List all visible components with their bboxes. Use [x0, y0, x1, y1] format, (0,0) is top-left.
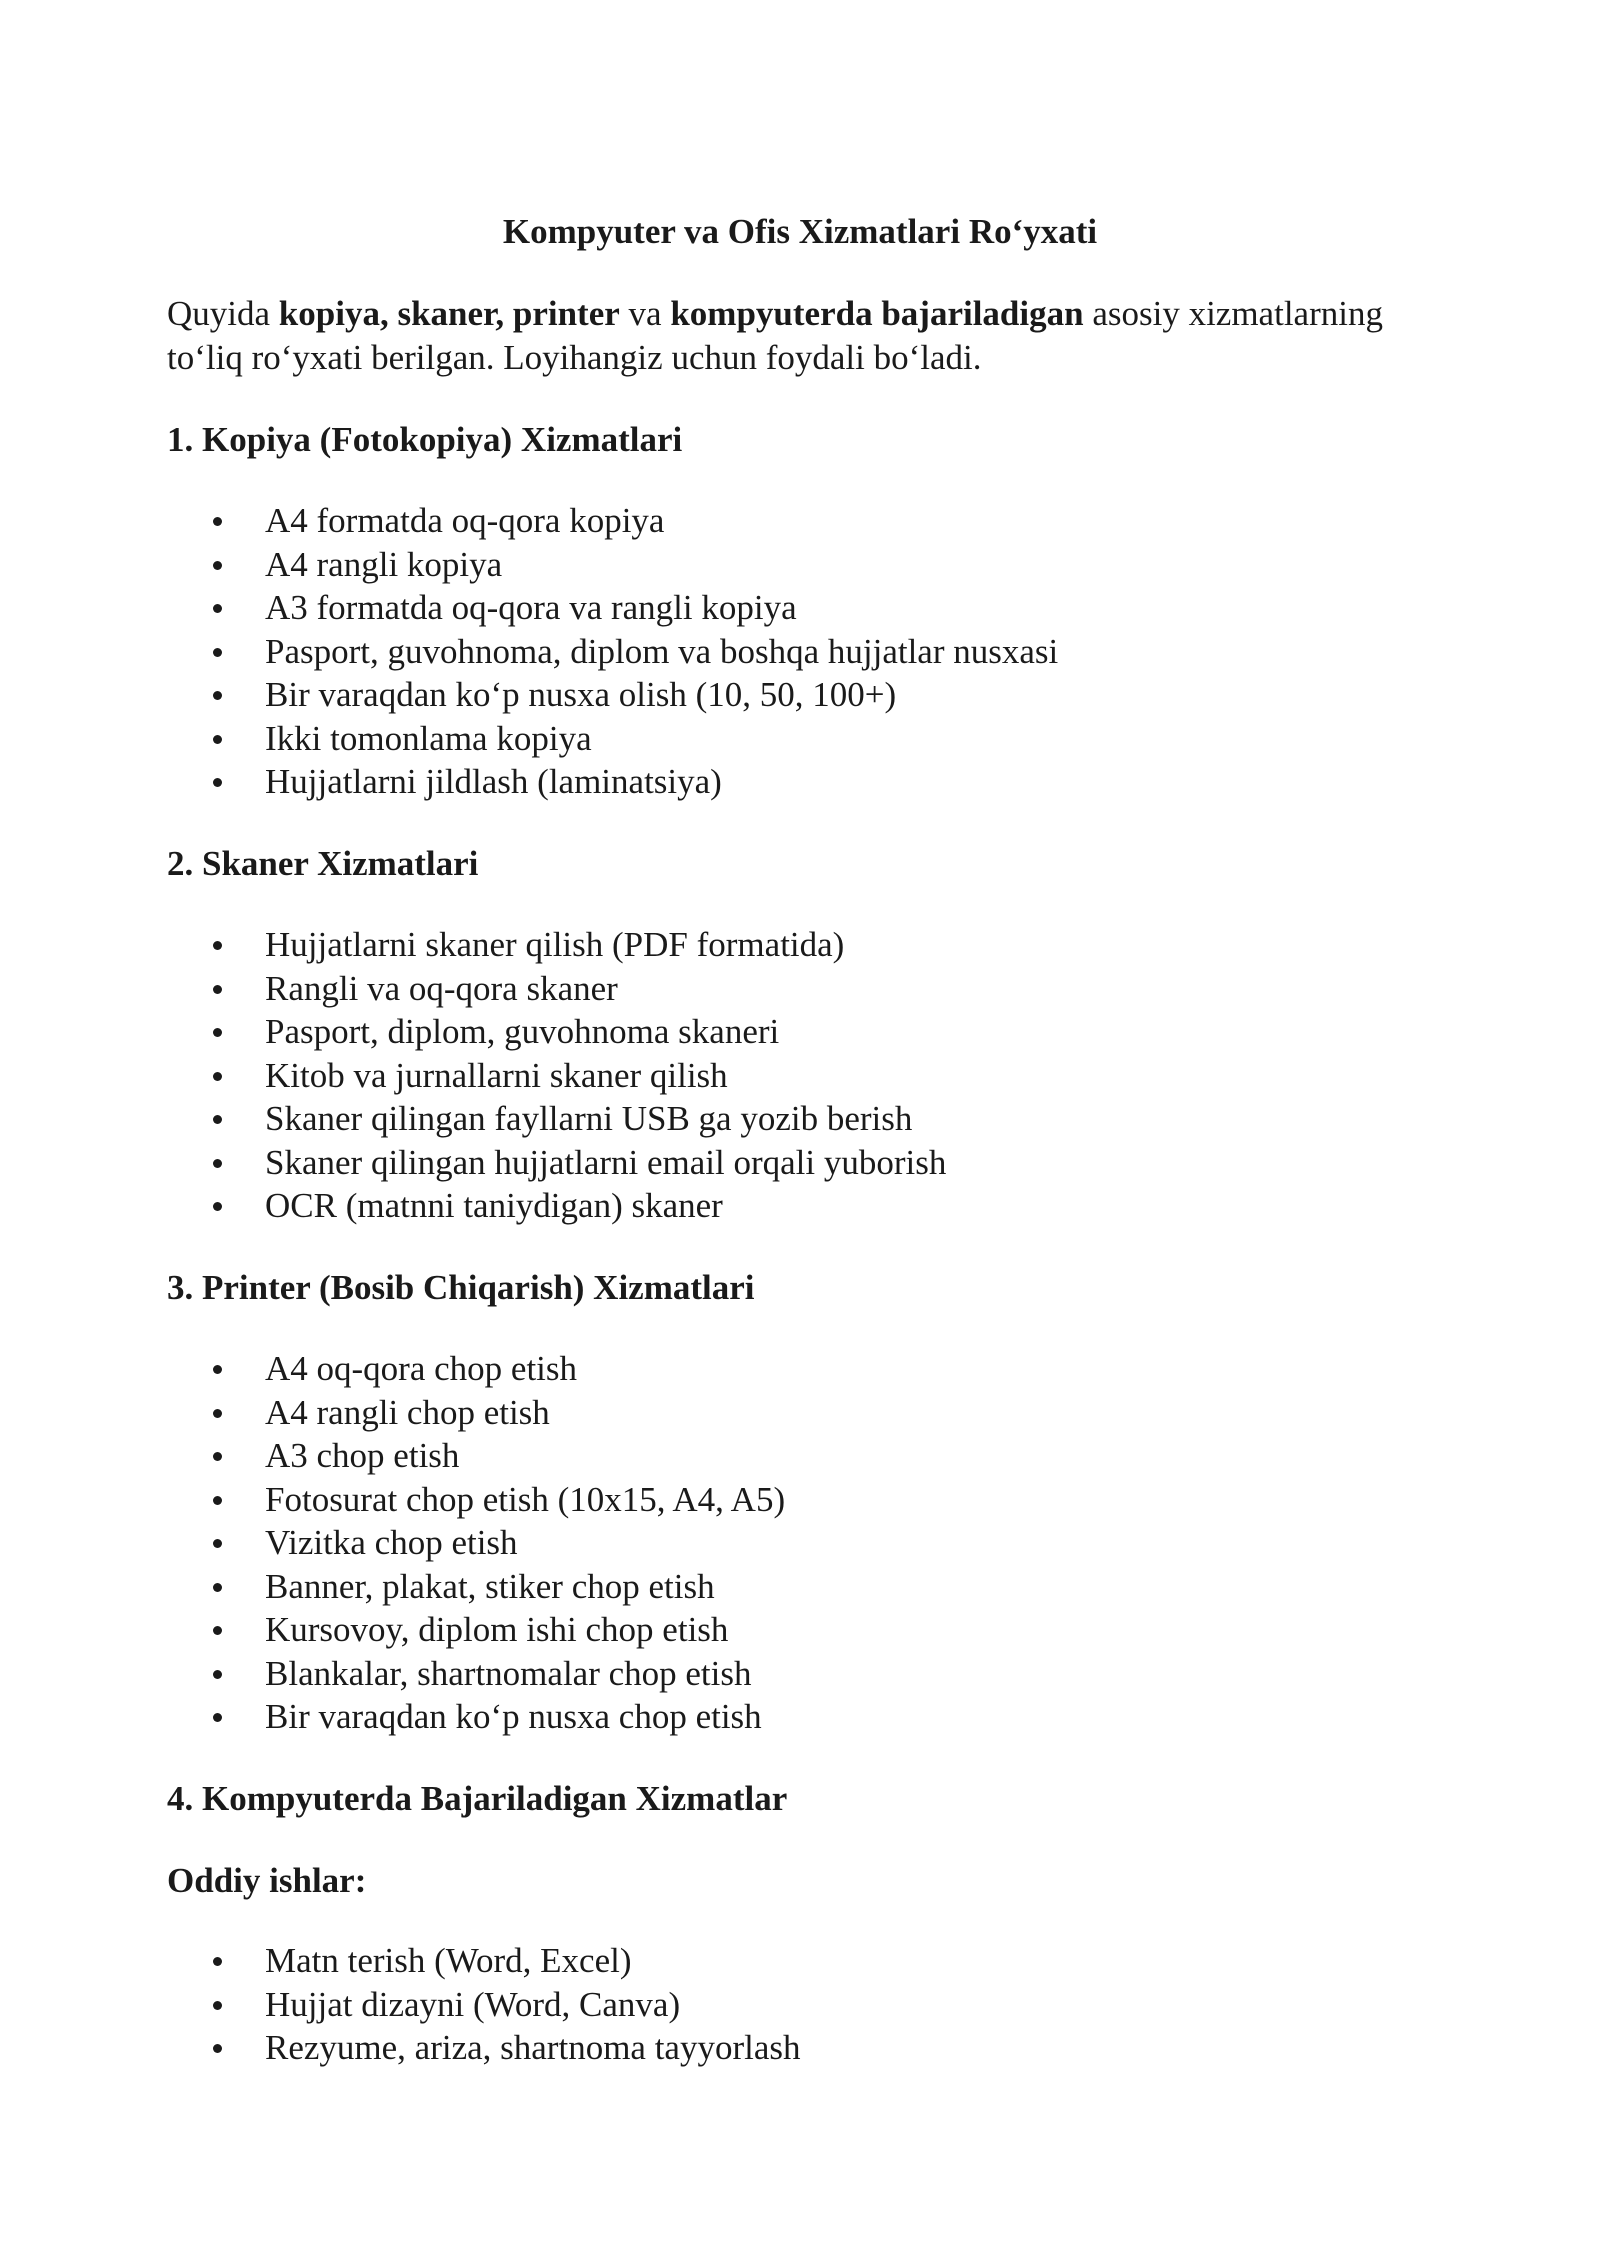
- list-item-text: Vizitka chop etish: [265, 1523, 518, 1562]
- list-item-text: A4 rangli chop etish: [265, 1392, 550, 1432]
- list-item: [0, 1695, 1400, 1739]
- list-item: [0, 499, 1400, 543]
- intro-bold-2: kompyuterda bajariladigan: [670, 294, 1084, 333]
- bullet-icon: [213, 1072, 222, 1081]
- list-item: [0, 1521, 1400, 1565]
- bullet-icon: [213, 1365, 222, 1374]
- list-item-text: Kursovoy, diplom ishi chop etish: [265, 1610, 729, 1649]
- bullet-icon: [213, 561, 222, 570]
- bullet-icon: [213, 648, 222, 657]
- list-item: [0, 673, 1400, 717]
- section-list-computer: [0, 1939, 1400, 2070]
- list-item: [0, 1184, 1400, 1228]
- list-item: [0, 586, 1400, 630]
- list-item: [0, 967, 1400, 1011]
- bullet-icon: [213, 1028, 222, 1037]
- bullet-icon: [213, 1670, 222, 1679]
- list-item: [0, 1434, 1400, 1478]
- list-item-text: A4 rangli kopiya: [265, 544, 503, 584]
- bullet-icon: [213, 985, 222, 994]
- bullet-icon: [213, 1957, 222, 1966]
- bullet-icon: [213, 691, 222, 700]
- intro-paragraph: [167, 292, 1447, 380]
- list-item: [0, 630, 1400, 674]
- list-item-text: Pasport, guvohnoma, diplom va boshqa hujjatlar nusxasi: [265, 631, 1059, 671]
- list-item-text: Blankalar, shartnomalar chop etish: [265, 1653, 752, 1693]
- list-item: [0, 1141, 1400, 1185]
- list-item: [0, 1939, 1400, 1983]
- list-item-text: Skaner qilingan fayllarni USB ga yozib berish: [265, 1099, 913, 1138]
- list-item-text: Rangli va oq-qora skaner: [265, 968, 618, 1008]
- list-item: [0, 1054, 1400, 1098]
- bullet-icon: [213, 604, 222, 613]
- bullet-icon: [213, 735, 222, 744]
- list-item: [0, 760, 1400, 804]
- list-item-text: Hujjatlarni skaner qilish (PDF formatida): [265, 925, 845, 964]
- list-item: [0, 1565, 1400, 1609]
- bullet-icon: [213, 517, 222, 526]
- bullet-icon: [213, 2001, 222, 2010]
- intro-bold-1: kopiya, skaner, printer: [278, 294, 620, 333]
- list-item-text: Hujjat dizayni (Word, Canva): [265, 1984, 681, 2024]
- list-item-text: A3 chop etish: [265, 1436, 460, 1475]
- list-item-text: Ikki tomonlama kopiya: [265, 718, 592, 758]
- bullet-icon: [213, 1452, 222, 1461]
- section-heading-computer: 4. Kompyuterda Bajariladigan Xizmatlar: [167, 1779, 788, 1818]
- list-item-text: Rezyume, ariza, shartnoma tayyorlash: [265, 2028, 801, 2067]
- bullet-icon: [213, 1409, 222, 1418]
- section-list-scanner: [0, 923, 1400, 1228]
- list-item-text: Hujjatlarni jildlash (laminatsiya): [265, 762, 722, 801]
- bullet-icon: [213, 1539, 222, 1548]
- section-heading-scanner: 2. Skaner Xizmatlari: [167, 844, 479, 883]
- list-item: [0, 923, 1400, 967]
- list-item-text: Skaner qilingan hujjatlarni email orqali yuborish: [265, 1142, 947, 1182]
- document-title: Kompyuter va Ofis Xizmatlari Ro‘yxati: [502, 212, 1098, 251]
- list-item: [0, 1010, 1400, 1054]
- bullet-icon: [213, 1496, 222, 1505]
- list-item: [0, 1347, 1400, 1391]
- list-item: [0, 717, 1400, 761]
- list-item: [0, 1097, 1400, 1141]
- list-item-text: Pasport, diplom, guvohnoma skaneri: [265, 1012, 780, 1051]
- list-item-text: A3 formatda oq-qora va rangli kopiya: [265, 588, 797, 627]
- intro-text-1: Quyida: [167, 294, 279, 333]
- list-item-text: A4 oq-qora chop etish: [265, 1349, 578, 1388]
- bullet-icon: [213, 1626, 222, 1635]
- list-item: [0, 1391, 1400, 1435]
- list-item: [0, 2026, 1400, 2070]
- section-list-printer: [0, 1347, 1400, 1739]
- list-item: [0, 543, 1400, 587]
- list-item-text: A4 formatda oq-qora kopiya: [265, 501, 665, 540]
- subsection-heading-simple-tasks: Oddiy ishlar:: [167, 1861, 367, 1900]
- intro-text-2: va: [619, 294, 671, 333]
- section-heading-copy: 1. Kopiya (Fotokopiya) Xizmatlari: [167, 420, 683, 459]
- list-item-text: Bir varaqdan ko‘p nusxa chop etish: [265, 1697, 762, 1736]
- bullet-icon: [213, 2044, 222, 2053]
- list-item: [0, 1983, 1400, 2027]
- bullet-icon: [213, 941, 222, 950]
- list-item-text: Fotosurat chop etish (10x15, A4, A5): [265, 1479, 786, 1519]
- section-heading-printer: 3. Printer (Bosib Chiqarish) Xizmatlari: [167, 1268, 755, 1307]
- list-item-text: Matn terish (Word, Excel): [265, 1941, 632, 1980]
- list-item: [0, 1652, 1400, 1696]
- bullet-icon: [213, 1115, 222, 1124]
- list-item-text: Bir varaqdan ko‘p nusxa olish (10, 50, 100+): [265, 675, 897, 714]
- section-list-copy: [0, 499, 1400, 804]
- list-item-text: Kitob va jurnallarni skaner qilish: [265, 1055, 728, 1095]
- bullet-icon: [213, 1202, 222, 1211]
- list-item-text: OCR (matnni taniydigan) skaner: [265, 1186, 723, 1225]
- bullet-icon: [213, 1713, 222, 1722]
- bullet-icon: [213, 778, 222, 787]
- bullet-icon: [213, 1583, 222, 1592]
- list-item-text: Banner, plakat, stiker chop etish: [265, 1566, 715, 1606]
- intro-text-3: asosiy xizmatlarning to‘liq ro‘yxati berilgan. Loyihangiz uchun foydali bo‘ladi.: [167, 294, 1383, 377]
- bullet-icon: [213, 1159, 222, 1168]
- list-item: [0, 1608, 1400, 1652]
- list-item: [0, 1478, 1400, 1522]
